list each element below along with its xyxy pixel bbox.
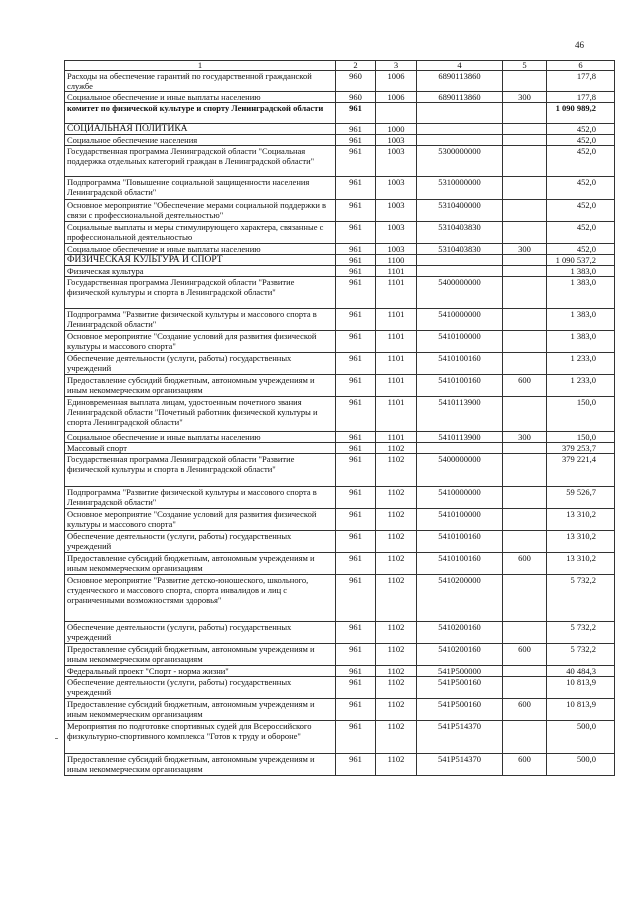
section-code-cell: 1003 bbox=[376, 135, 417, 146]
section-code-cell: 1102 bbox=[376, 666, 417, 677]
table-row bbox=[65, 177, 615, 200]
item-name-cell: Государственная программа Ленинградской области "Социальная поддержка отдельных категорий граждан в Ленинградской области" bbox=[65, 146, 336, 177]
ministry-code-cell: 961 bbox=[336, 200, 376, 222]
table-row bbox=[65, 721, 615, 754]
amount-cell: 452,0 bbox=[547, 124, 615, 135]
section-code-cell: 1102 bbox=[376, 622, 417, 644]
item-name-cell: Федеральный проект "Спорт - норма жизни" bbox=[65, 666, 336, 677]
ministry-code-cell: 960 bbox=[336, 71, 376, 92]
item-name-cell: СОЦИАЛЬНАЯ ПОЛИТИКА bbox=[65, 124, 336, 135]
table-row bbox=[65, 375, 615, 397]
ministry-code-cell: 961 bbox=[336, 487, 376, 509]
section-code-cell: 1102 bbox=[376, 575, 417, 622]
target-article-cell bbox=[417, 266, 503, 277]
item-name-cell: Предоставление субсидий бюджетным, автономным учреждениям и иным некоммерческим организациям bbox=[65, 699, 336, 721]
expense-type-cell bbox=[503, 575, 547, 622]
amount-cell: 5 732,2 bbox=[547, 575, 615, 622]
ministry-code-cell: 961 bbox=[336, 553, 376, 575]
table-row bbox=[65, 553, 615, 575]
target-article-cell: 5410100000 bbox=[417, 509, 503, 531]
item-name-cell: Социальные выплаты и меры стимулирующего характера, связанные с профессиональной деятельностью bbox=[65, 222, 336, 244]
table-row bbox=[65, 200, 615, 222]
table-row bbox=[65, 266, 615, 277]
ministry-code-cell: 961 bbox=[336, 103, 376, 124]
item-name-cell: Предоставление субсидий бюджетным, автономным учреждениям и иным некоммерческим организациям bbox=[65, 375, 336, 397]
section-code-cell: 1102 bbox=[376, 531, 417, 553]
ministry-code-cell: 961 bbox=[336, 277, 376, 309]
ministry-code-cell: 961 bbox=[336, 353, 376, 375]
amount-cell: 452,0 bbox=[547, 222, 615, 244]
amount-cell: 150,0 bbox=[547, 432, 615, 443]
expense-type-cell: 300 bbox=[503, 92, 547, 103]
ministry-code-cell: 961 bbox=[336, 644, 376, 666]
table-row bbox=[65, 353, 615, 375]
item-name-cell: Единовременная выплата лицам, удостоенным почетного звания Ленинградской области "Почетный работник физической культуры и спорта Ленинградской области" bbox=[65, 397, 336, 432]
item-name-cell: Обеспечение деятельности (услуги, работы) государственных учреждений bbox=[65, 531, 336, 553]
table-row bbox=[65, 331, 615, 353]
section-code-cell: 1101 bbox=[376, 277, 417, 309]
ministry-code-cell: 960 bbox=[336, 92, 376, 103]
section-code-cell: 1102 bbox=[376, 443, 417, 454]
amount-cell: 177,8 bbox=[547, 71, 615, 92]
item-name-cell: Обеспечение деятельности (услуги, работы) государственных учреждений bbox=[65, 353, 336, 375]
expense-type-cell: 300 bbox=[503, 244, 547, 255]
item-name-cell: Социальное обеспечение и иные выплаты населению bbox=[65, 92, 336, 103]
item-name-cell: Массовый спорт bbox=[65, 443, 336, 454]
section-code-cell: 1101 bbox=[376, 375, 417, 397]
item-name-cell: Социальное обеспечение и иные выплаты населению bbox=[65, 432, 336, 443]
amount-cell: 452,0 bbox=[547, 200, 615, 222]
item-name-cell: Обеспечение деятельности (услуги, работы) государственных учреждений bbox=[65, 677, 336, 699]
table-row bbox=[65, 644, 615, 666]
table-row bbox=[65, 531, 615, 553]
item-name-cell: Предоставление субсидий бюджетным, автономным учреждениям и иным некоммерческим организациям bbox=[65, 644, 336, 666]
margin-mark bbox=[55, 738, 58, 739]
expense-type-cell bbox=[503, 135, 547, 146]
ministry-code-cell: 961 bbox=[336, 124, 376, 135]
target-article-cell: 5410100160 bbox=[417, 375, 503, 397]
section-code-cell bbox=[376, 103, 417, 124]
section-code-cell: 1003 bbox=[376, 177, 417, 200]
expense-type-cell bbox=[503, 222, 547, 244]
ministry-code-cell: 961 bbox=[336, 244, 376, 255]
ministry-code-cell: 961 bbox=[336, 375, 376, 397]
target-article-cell: 5410100160 bbox=[417, 531, 503, 553]
item-name-cell: Обеспечение деятельности (услуги, работы) государственных учреждений bbox=[65, 622, 336, 644]
target-article-cell: 5310400000 bbox=[417, 200, 503, 222]
section-code-cell: 1003 bbox=[376, 222, 417, 244]
budget-table bbox=[64, 60, 615, 776]
item-name-cell: комитет по физической культуре и спорту Ленинградской области bbox=[65, 103, 336, 124]
ministry-code-cell: 961 bbox=[336, 135, 376, 146]
table-row bbox=[65, 454, 615, 487]
target-article-cell: 541P500160 bbox=[417, 677, 503, 699]
section-code-cell: 1003 bbox=[376, 200, 417, 222]
table-row bbox=[65, 443, 615, 454]
amount-cell: 452,0 bbox=[547, 146, 615, 177]
header-cell: 6 bbox=[547, 61, 615, 71]
item-name-cell: Подпрограмма "Развитие физической культуры и массового спорта в Ленинградской области" bbox=[65, 487, 336, 509]
target-article-cell: 5400000000 bbox=[417, 454, 503, 487]
target-article-cell bbox=[417, 103, 503, 124]
expense-type-cell bbox=[503, 200, 547, 222]
header-cell: 5 bbox=[503, 61, 547, 71]
section-code-cell: 1101 bbox=[376, 266, 417, 277]
target-article-cell: 5410200160 bbox=[417, 644, 503, 666]
section-code-cell: 1102 bbox=[376, 509, 417, 531]
section-code-cell: 1102 bbox=[376, 677, 417, 699]
expense-type-cell bbox=[503, 677, 547, 699]
target-article-cell: 541P514370 bbox=[417, 754, 503, 776]
item-name-cell: Государственная программа Ленинградской области "Развитие физической культуры и спорта в Ленинградской области" bbox=[65, 454, 336, 487]
expense-type-cell bbox=[503, 146, 547, 177]
expense-type-cell: 600 bbox=[503, 553, 547, 575]
target-article-cell: 5410100160 bbox=[417, 553, 503, 575]
ministry-code-cell: 961 bbox=[336, 677, 376, 699]
table-row bbox=[65, 146, 615, 177]
item-name-cell: Социальное обеспечение населения bbox=[65, 135, 336, 146]
item-name-cell: Мероприятия по подготовке спортивных судей для Всероссийского физкультурно-спортивного комплекса "Готов к труду и обороне" bbox=[65, 721, 336, 754]
amount-cell: 5 732,2 bbox=[547, 644, 615, 666]
ministry-code-cell: 961 bbox=[336, 177, 376, 200]
expense-type-cell bbox=[503, 277, 547, 309]
header-cell: 1 bbox=[65, 61, 336, 71]
amount-cell: 1 090 989,2 bbox=[547, 103, 615, 124]
table-row bbox=[65, 255, 615, 266]
amount-cell: 500,0 bbox=[547, 754, 615, 776]
table-row bbox=[65, 677, 615, 699]
section-code-cell: 1101 bbox=[376, 353, 417, 375]
ministry-code-cell: 961 bbox=[336, 309, 376, 331]
item-name-cell: Основное мероприятие "Обеспечение мерами социальной поддержки в связи с профессиональной деятельностью" bbox=[65, 200, 336, 222]
amount-cell: 150,0 bbox=[547, 397, 615, 432]
section-code-cell: 1100 bbox=[376, 255, 417, 266]
amount-cell: 13 310,2 bbox=[547, 531, 615, 553]
ministry-code-cell: 961 bbox=[336, 443, 376, 454]
section-code-cell: 1102 bbox=[376, 553, 417, 575]
header-cell: 3 bbox=[376, 61, 417, 71]
amount-cell: 452,0 bbox=[547, 177, 615, 200]
section-code-cell: 1102 bbox=[376, 487, 417, 509]
section-code-cell: 1003 bbox=[376, 244, 417, 255]
section-code-cell: 1102 bbox=[376, 754, 417, 776]
item-name-cell: Основное мероприятие "Создание условий для развития физической культуры и массового спорта" bbox=[65, 331, 336, 353]
expense-type-cell bbox=[503, 454, 547, 487]
item-name-cell: Государственная программа Ленинградской области "Развитие физической культуры и спорта в Ленинградской области" bbox=[65, 277, 336, 309]
table-row bbox=[65, 71, 615, 92]
amount-cell: 379 253,7 bbox=[547, 443, 615, 454]
amount-cell: 1 383,0 bbox=[547, 309, 615, 331]
amount-cell: 452,0 bbox=[547, 244, 615, 255]
table-row bbox=[65, 509, 615, 531]
amount-cell: 1 233,0 bbox=[547, 375, 615, 397]
amount-cell: 40 484,3 bbox=[547, 666, 615, 677]
table-row bbox=[65, 92, 615, 103]
expense-type-cell bbox=[503, 666, 547, 677]
target-article-cell bbox=[417, 124, 503, 135]
item-name-cell: Основное мероприятие "Создание условий для развития физической культуры и массового спорта" bbox=[65, 509, 336, 531]
ministry-code-cell: 961 bbox=[336, 531, 376, 553]
expense-type-cell bbox=[503, 397, 547, 432]
ministry-code-cell: 961 bbox=[336, 255, 376, 266]
ministry-code-cell: 961 bbox=[336, 666, 376, 677]
expense-type-cell bbox=[503, 266, 547, 277]
section-code-cell: 1006 bbox=[376, 92, 417, 103]
expense-type-cell bbox=[503, 331, 547, 353]
amount-cell: 452,0 bbox=[547, 135, 615, 146]
target-article-cell: 5410113900 bbox=[417, 432, 503, 443]
item-name-cell: Предоставление субсидий бюджетным, автономным учреждениям и иным некоммерческим организациям bbox=[65, 754, 336, 776]
ministry-code-cell: 961 bbox=[336, 754, 376, 776]
page-number: 46 bbox=[575, 40, 584, 50]
section-code-cell: 1000 bbox=[376, 124, 417, 135]
section-code-cell: 1003 bbox=[376, 146, 417, 177]
table-row bbox=[65, 277, 615, 309]
target-article-cell: 5400000000 bbox=[417, 277, 503, 309]
target-article-cell: 6890113860 bbox=[417, 92, 503, 103]
ministry-code-cell: 961 bbox=[336, 699, 376, 721]
expense-type-cell bbox=[503, 487, 547, 509]
section-code-cell: 1102 bbox=[376, 699, 417, 721]
ministry-code-cell: 961 bbox=[336, 266, 376, 277]
expense-type-cell bbox=[503, 443, 547, 454]
item-name-cell: Расходы на обеспечение гарантий по государственной гражданской службе bbox=[65, 71, 336, 92]
expense-type-cell: 300 bbox=[503, 432, 547, 443]
item-name-cell: ФИЗИЧЕСКАЯ КУЛЬТУРА И СПОРТ bbox=[65, 255, 336, 266]
amount-cell: 13 310,2 bbox=[547, 509, 615, 531]
ministry-code-cell: 961 bbox=[336, 509, 376, 531]
section-code-cell: 1101 bbox=[376, 432, 417, 443]
item-name-cell: Основное мероприятие "Развитие детско-юношеского, школьного, студенческого и массового спорта, спорта инвалидов и лиц с ограниченными возможностями здоровья" bbox=[65, 575, 336, 622]
expense-type-cell bbox=[503, 71, 547, 92]
item-name-cell: Социальное обеспечение и иные выплаты населению bbox=[65, 244, 336, 255]
table-row bbox=[65, 487, 615, 509]
amount-cell: 1 090 537,2 bbox=[547, 255, 615, 266]
section-code-cell: 1006 bbox=[376, 71, 417, 92]
table-row bbox=[65, 244, 615, 255]
expense-type-cell bbox=[503, 177, 547, 200]
amount-cell: 1 383,0 bbox=[547, 266, 615, 277]
target-article-cell: 5410200160 bbox=[417, 622, 503, 644]
amount-cell: 379 221,4 bbox=[547, 454, 615, 487]
section-code-cell: 1101 bbox=[376, 397, 417, 432]
ministry-code-cell: 961 bbox=[336, 331, 376, 353]
ministry-code-cell: 961 bbox=[336, 622, 376, 644]
target-article-cell bbox=[417, 443, 503, 454]
ministry-code-cell: 961 bbox=[336, 721, 376, 754]
expense-type-cell bbox=[503, 353, 547, 375]
expense-type-cell: 600 bbox=[503, 754, 547, 776]
item-name-cell: Предоставление субсидий бюджетным, автономным учреждениям и иным некоммерческим организациям bbox=[65, 553, 336, 575]
table-row bbox=[65, 103, 615, 124]
amount-cell: 1 233,0 bbox=[547, 353, 615, 375]
amount-cell: 500,0 bbox=[547, 721, 615, 754]
target-article-cell: 5410100160 bbox=[417, 353, 503, 375]
table-row bbox=[65, 135, 615, 146]
item-name-cell: Подпрограмма "Повышение социальной защищенности населения Ленинградской области" bbox=[65, 177, 336, 200]
amount-cell: 10 813,9 bbox=[547, 699, 615, 721]
table-row bbox=[65, 622, 615, 644]
expense-type-cell: 600 bbox=[503, 644, 547, 666]
expense-type-cell bbox=[503, 622, 547, 644]
amount-cell: 1 383,0 bbox=[547, 277, 615, 309]
table-row bbox=[65, 432, 615, 443]
target-article-cell: 5310000000 bbox=[417, 177, 503, 200]
section-code-cell: 1102 bbox=[376, 454, 417, 487]
target-article-cell: 5310403830 bbox=[417, 222, 503, 244]
target-article-cell: 541P500000 bbox=[417, 666, 503, 677]
table-row bbox=[65, 666, 615, 677]
amount-cell: 1 383,0 bbox=[547, 331, 615, 353]
table-row bbox=[65, 222, 615, 244]
header-cell: 4 bbox=[417, 61, 503, 71]
expense-type-cell bbox=[503, 509, 547, 531]
amount-cell: 10 813,9 bbox=[547, 677, 615, 699]
target-article-cell: 5410113900 bbox=[417, 397, 503, 432]
table-row bbox=[65, 575, 615, 622]
amount-cell: 5 732,2 bbox=[547, 622, 615, 644]
amount-cell: 59 526,7 bbox=[547, 487, 615, 509]
ministry-code-cell: 961 bbox=[336, 454, 376, 487]
expense-type-cell: 600 bbox=[503, 699, 547, 721]
expense-type-cell bbox=[503, 255, 547, 266]
target-article-cell bbox=[417, 135, 503, 146]
target-article-cell: 541P500160 bbox=[417, 699, 503, 721]
ministry-code-cell: 961 bbox=[336, 146, 376, 177]
table-row bbox=[65, 754, 615, 776]
section-code-cell: 1102 bbox=[376, 721, 417, 754]
target-article-cell: 5410100000 bbox=[417, 331, 503, 353]
expense-type-cell bbox=[503, 103, 547, 124]
table-row bbox=[65, 124, 615, 135]
expense-type-cell bbox=[503, 309, 547, 331]
target-article-cell bbox=[417, 255, 503, 266]
ministry-code-cell: 961 bbox=[336, 397, 376, 432]
ministry-code-cell: 961 bbox=[336, 222, 376, 244]
ministry-code-cell: 961 bbox=[336, 575, 376, 622]
amount-cell: 13 310,2 bbox=[547, 553, 615, 575]
target-article-cell: 5410200000 bbox=[417, 575, 503, 622]
item-name-cell: Подпрограмма "Развитие физической культуры и массового спорта в Ленинградской области" bbox=[65, 309, 336, 331]
target-article-cell: 5300000000 bbox=[417, 146, 503, 177]
target-article-cell: 5410000000 bbox=[417, 487, 503, 509]
amount-cell: 177,8 bbox=[547, 92, 615, 103]
table-row bbox=[65, 699, 615, 721]
target-article-cell: 6890113860 bbox=[417, 71, 503, 92]
ministry-code-cell: 961 bbox=[336, 432, 376, 443]
expense-type-cell: 600 bbox=[503, 375, 547, 397]
section-code-cell: 1101 bbox=[376, 331, 417, 353]
table-row bbox=[65, 309, 615, 331]
expense-type-cell bbox=[503, 721, 547, 754]
section-code-cell: 1102 bbox=[376, 644, 417, 666]
target-article-cell: 5410000000 bbox=[417, 309, 503, 331]
expense-type-cell bbox=[503, 124, 547, 135]
header-cell: 2 bbox=[336, 61, 376, 71]
section-code-cell: 1101 bbox=[376, 309, 417, 331]
expense-type-cell bbox=[503, 531, 547, 553]
table-body bbox=[65, 71, 615, 776]
target-article-cell: 5310403830 bbox=[417, 244, 503, 255]
table-row bbox=[65, 397, 615, 432]
item-name-cell: Физическая культура bbox=[65, 266, 336, 277]
target-article-cell: 541P514370 bbox=[417, 721, 503, 754]
header-row bbox=[65, 61, 615, 71]
